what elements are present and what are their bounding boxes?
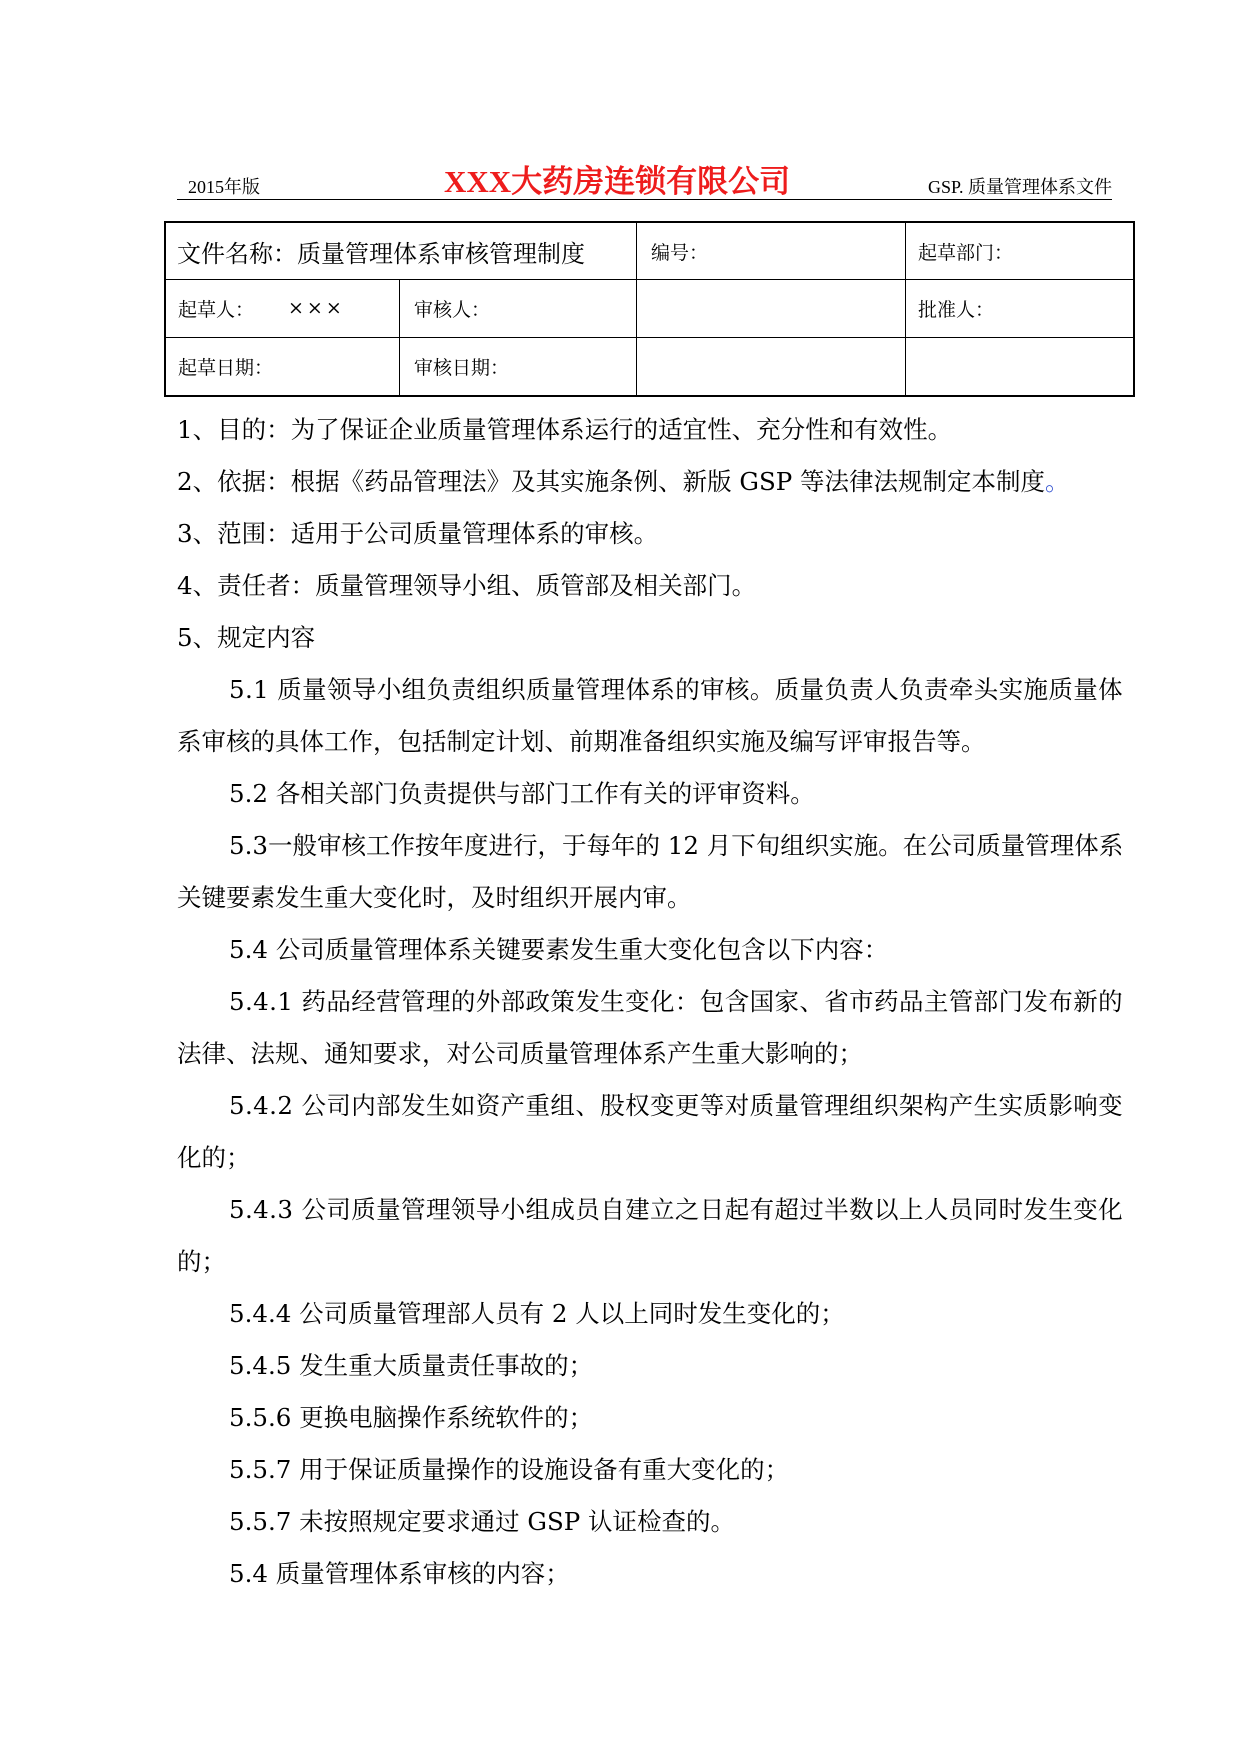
body-line: 5.4.4 公司质量管理部人员有 2 人以上同时发生变化的； bbox=[229, 1299, 845, 1328]
body-line: 法律、法规、通知要求，对公司质量管理体系产生重大影响的； bbox=[177, 1039, 863, 1068]
clause-5-4-4 bbox=[177, 1288, 1123, 1340]
company-name: XXX大药房连锁有限公司 bbox=[444, 164, 791, 199]
body-line: 关键要素发生重大变化时，及时组织开展内审。 bbox=[177, 883, 692, 912]
body-line: 5.3一般审核工作按年度进行，于每年的 12 月下旬组织实施。在公司质量管理体系 bbox=[229, 831, 1124, 860]
clause-5-4-2 bbox=[177, 1080, 1123, 1184]
clause-5-1 bbox=[177, 664, 1123, 768]
body-line: 5、规定内容 bbox=[177, 623, 316, 652]
document-body bbox=[177, 404, 1123, 1600]
body-line: 5.5.7 用于保证质量操作的设施设备有重大变化的； bbox=[229, 1455, 790, 1484]
edition-label: 2015年版 bbox=[188, 177, 260, 197]
draft-date-label: 起草日期： bbox=[178, 356, 274, 379]
review-date-cell bbox=[400, 338, 637, 395]
basis-clause bbox=[177, 456, 1123, 508]
reviewer-value-cell bbox=[637, 280, 906, 337]
blank-cell bbox=[906, 338, 1133, 395]
body-line bbox=[177, 456, 1123, 508]
clause-5-5-6 bbox=[177, 1392, 1123, 1444]
clause-5-4-audit-content bbox=[177, 1548, 1123, 1600]
responsibility-clause bbox=[177, 560, 1123, 612]
body-line: 4、责任者：质量管理领导小组、质管部及相关部门。 bbox=[177, 571, 757, 600]
body-line: 5.2 各相关部门负责提供与部门工作有关的评审资料。 bbox=[229, 779, 815, 808]
clause-5-4-5 bbox=[177, 1340, 1123, 1392]
reviewer-cell bbox=[400, 280, 637, 337]
body-line: 5.4.2 公司内部发生如资产重组、股权变更等对质量管理组织架构产生实质影响变 bbox=[229, 1091, 1123, 1120]
body-line: 化的； bbox=[177, 1143, 251, 1172]
number-cell bbox=[637, 223, 906, 280]
drafting-dept-label: 起草部门： bbox=[918, 241, 1014, 264]
body-line: 5.4.3 公司质量管理领导小组成员自建立之日起有超过半数以上人员同时发生变化 bbox=[229, 1195, 1123, 1224]
body-line: 5.4 公司质量管理体系关键要素发生重大变化包含以下内容： bbox=[229, 935, 889, 964]
doc-name-cell bbox=[166, 223, 637, 280]
doc-name-value: 质量管理体系审核管理制度 bbox=[297, 239, 585, 268]
drafter-label: 起草人： bbox=[178, 298, 255, 321]
body-line: 1、目的：为了保证企业质量管理体系运行的适宜性、充分性和有效性。 bbox=[177, 415, 953, 444]
drafter-cell bbox=[166, 280, 400, 337]
approver-cell bbox=[906, 280, 1133, 337]
body-line: 5.5.6 更换电脑操作系统软件的； bbox=[229, 1403, 594, 1432]
clause-5-4 bbox=[177, 924, 1123, 976]
number-label: 编号： bbox=[651, 241, 709, 264]
end-mark: 。 bbox=[1045, 467, 1070, 496]
body-line: 3、范围：适用于公司质量管理体系的审核。 bbox=[177, 519, 659, 548]
clause-5-4-3 bbox=[177, 1184, 1123, 1288]
body-line: 5.4 质量管理体系审核的内容； bbox=[229, 1559, 570, 1588]
clause-5-2 bbox=[177, 768, 1123, 820]
clause-text: 2、依据：根据《药品管理法》及其实施条例、新版 GSP 等法律法规制定本制度 bbox=[177, 467, 1045, 496]
clause-5-3 bbox=[177, 820, 1123, 924]
review-date-label: 审核日期： bbox=[414, 356, 510, 379]
doc-name-label: 文件名称： bbox=[177, 239, 297, 268]
body-line: 的； bbox=[177, 1247, 226, 1276]
body-line: 系审核的具体工作，包括制定计划、前期准备组织实施及编写评审报告等。 bbox=[177, 727, 986, 756]
body-line: 5.4.1 药品经营管理的外部政策发生变化：包含国家、省市药品主管部门发布新的 bbox=[229, 987, 1123, 1016]
document-header bbox=[177, 158, 1112, 200]
scope-clause bbox=[177, 508, 1123, 560]
clause-5-5-7-certification bbox=[177, 1496, 1123, 1548]
clause-5-5-7-equipment bbox=[177, 1444, 1123, 1496]
document-info-table bbox=[164, 221, 1135, 397]
body-line: 5.5.7 未按照规定要求通过 GSP 认证检查的。 bbox=[229, 1507, 736, 1536]
document-category: GSP. 质量管理体系文件 bbox=[927, 177, 1112, 197]
body-line: 5.1 质量领导小组负责组织质量管理体系的审核。质量负责人负责牵头实施质量体 bbox=[229, 675, 1123, 704]
approver-label: 批准人： bbox=[918, 298, 995, 321]
reviewer-label: 审核人： bbox=[414, 298, 491, 321]
provisions-heading bbox=[177, 612, 1123, 664]
blank-cell bbox=[637, 338, 906, 395]
drafter-value: ××× bbox=[288, 297, 345, 320]
draft-date-cell bbox=[166, 338, 400, 395]
body-line: 5.4.5 发生重大质量责任事故的； bbox=[229, 1351, 594, 1380]
drafting-dept-cell bbox=[906, 223, 1133, 280]
clause-5-4-1 bbox=[177, 976, 1123, 1080]
purpose-clause bbox=[177, 404, 1123, 456]
